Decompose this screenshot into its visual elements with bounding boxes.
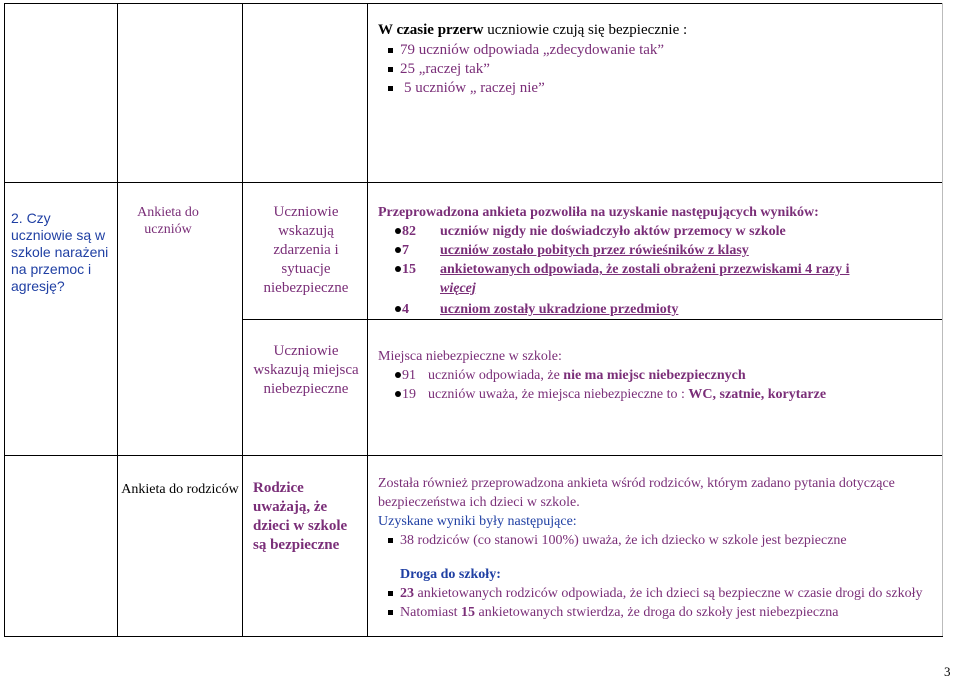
cell-survey: [118, 456, 243, 637]
question-text: 2. Czy uczniowie są w szkole narażeni na przemoc i agresję?: [11, 210, 109, 294]
finding-incidents: Uczniowie wskazują zdarzenia i sytuacje niebezpieczne: [263, 204, 349, 296]
results-table: [4, 3, 943, 637]
list-item: 23 ankietowanych rodziców odpowiada, że ich dzieci są bezpieczne w czasie drogi do szkoły: [378, 584, 938, 603]
list-item: 4 uczniom zostały ukradzione przedmioty: [378, 300, 942, 319]
cell-empty: [243, 4, 368, 183]
cell-break-results: [368, 4, 943, 183]
cell-empty: [118, 4, 243, 183]
list-item: 25 „raczej tak”: [378, 60, 942, 79]
cell-finding: [243, 456, 368, 637]
finding-places: Uczniowie wskazują miejsca niebezpieczne: [253, 343, 359, 397]
road-heading: Droga do szkoły:: [400, 567, 501, 582]
results-intro: Przeprowadzona ankieta pozwoliła na uzyskanie następujących wyników:: [378, 205, 819, 220]
list-item: 91 uczniów odpowiada, że nie ma miejsc niebezpiecznych: [378, 366, 942, 385]
list-item: 15 ankietowanych odpowiada, że zostali obrażeni przezwiskami 4 razy i więcej: [378, 260, 942, 298]
cell-empty: [5, 456, 118, 637]
list-item: 38 rodziców (co stanowi 100%) uważa, że ich dziecko w szkole jest bezpieczne: [378, 531, 938, 550]
table-row: [5, 456, 943, 637]
cell-empty: [5, 4, 118, 183]
places-intro: Miejsca niebezpieczne w szkole:: [378, 349, 562, 364]
list-item: 7 uczniów zostało pobitych przez rówieśników z klasy: [378, 241, 942, 260]
results-list: [378, 222, 942, 319]
cell-finding: [243, 320, 368, 456]
road-list: [378, 584, 938, 622]
cell-parents-results: [368, 456, 943, 637]
parents-para1: Została również przeprowadzona ankieta wśród rodziców, którym zadano pytania dotyczące bezpieczeństwa ich dzieci w szkole.: [378, 476, 895, 510]
places-list: [378, 366, 942, 404]
cell-question: [5, 183, 118, 456]
cell-finding: [243, 183, 368, 320]
cell-survey: [118, 183, 243, 456]
table-row: [5, 4, 943, 183]
finding-parents: Rodzice uważają, że dzieci w szkole są bezpieczne: [253, 480, 348, 553]
cell-results: [368, 183, 943, 320]
survey-label: Ankieta do uczniów: [137, 205, 199, 237]
page-number: 3: [944, 664, 951, 679]
list-item: 82 uczniów nigdy nie doświadczyło aktów przemocy w szkole: [378, 222, 942, 241]
table-row: [5, 183, 943, 320]
parents-para2: Uzyskane wyniki były następujące:: [378, 514, 577, 529]
parents-list: [378, 531, 938, 550]
cell-places: [368, 320, 943, 456]
break-results-list: [378, 41, 942, 98]
break-intro: W czasie przerw uczniowie czują się bezpiecznie :: [378, 22, 688, 38]
parents-survey-label: Ankieta do rodziców: [121, 482, 239, 497]
list-item: 79 uczniów odpowiada „zdecydowanie tak”: [378, 41, 942, 60]
list-item: 5 uczniów „ raczej nie”: [378, 79, 942, 98]
list-item: 19 uczniów uważa, że miejsca niebezpieczne to : WC, szatnie, korytarze: [378, 385, 942, 404]
page-border: [942, 3, 943, 636]
list-item: Natomiast 15 ankietowanych stwierdza, że droga do szkoły jest niebezpieczna: [378, 603, 938, 622]
